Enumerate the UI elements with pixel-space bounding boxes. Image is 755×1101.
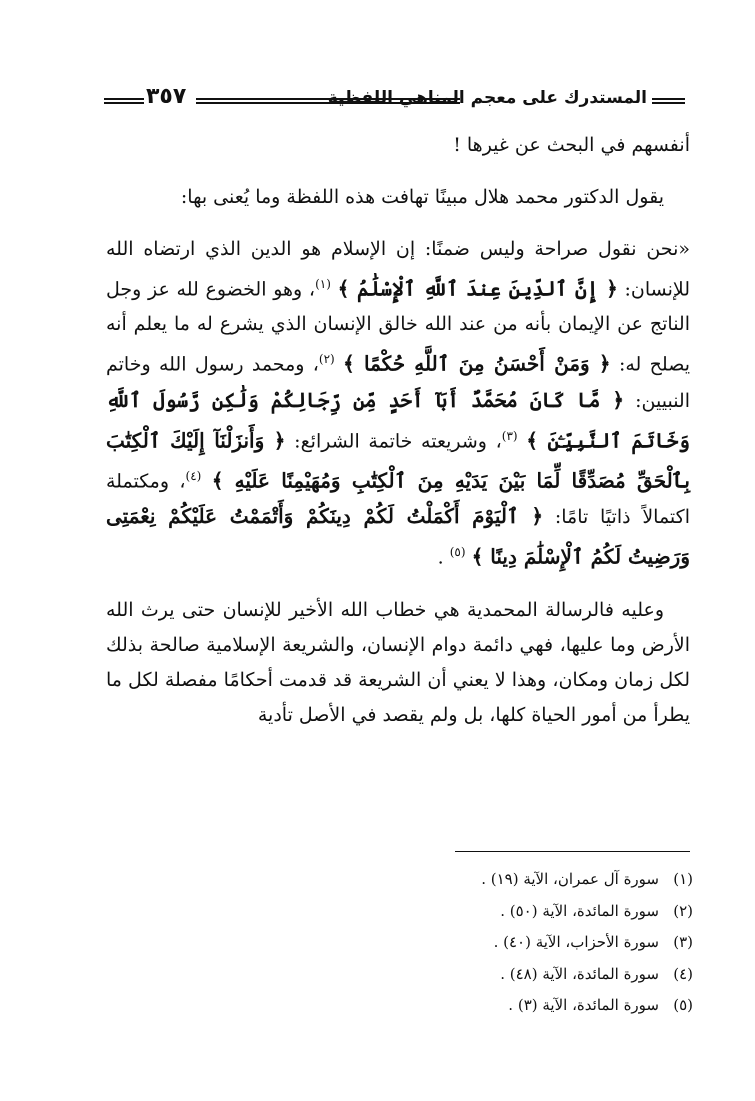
page-number: ٣٥٧ — [146, 84, 187, 109]
quote-text: «نحن نقول صراحة وليس ضمنًا: إن الإسلام هو الدين الذي ارتضاه الله للإنسان: — [106, 238, 691, 301]
footnote-number: (٥) — [673, 996, 693, 1014]
quoted-paragraph — [106, 232, 690, 576]
quran-verse: ﴿ إِنَّ ٱلدِّينَ عِندَ ٱللَّهِ ٱلْإِسْلَٰمُ ﴾ — [337, 276, 618, 301]
quote-text: ، ومكتملة اكتمالاً ذاتيًا تامًا: — [106, 470, 690, 529]
quran-verse: ﴿ ٱلْيَوْمَ أَكْمَلْتُ لَكُمْ دِينَكُمْ وَأَتْمَمْتُ عَلَيْكُمْ نِعْمَتِى وَرَضِيتُ لَكُمُ ٱلْإِسْلَٰمَ دِينًا ﴾ — [106, 504, 690, 569]
footnote-ref: (٤) — [185, 468, 202, 483]
footnote-ref: (٢) — [318, 352, 335, 367]
quote-text: . — [437, 546, 450, 569]
quran-verse: ﴿ وَمَنْ أَحْسَنُ مِنَ ٱللَّهِ حُكْمًا ﴾ — [343, 351, 611, 376]
header-title: المستدرك على معجم المناهي اللفظية — [327, 88, 647, 108]
footnote-ref: (٥) — [449, 545, 466, 560]
footnote-text: سورة المائدة، الآية (٥٠) . — [500, 901, 659, 920]
footnote — [293, 927, 693, 959]
footnote-number: (٤) — [673, 964, 693, 983]
footnote-number: (١) — [673, 870, 693, 888]
paragraph: وعليه فالرسالة المحمدية هي خطاب الله الأخير للإنسان حتى يرث الله الأرض وما عليها، فهي دائمة دوام الإنسان، والشريعة الإسلامية صالحة بذلك لكل زمان ومكان، وهذا لا يعني أن الشريعة قد قدمت أحكامًا مفصلة لكل ما يطرأ من أمور الحياة كلها، بل ولم يقصد في الأصل تأدية — [106, 598, 690, 726]
header-rule-right — [652, 98, 685, 104]
footnote-text: سورة آل عمران، الآية (١٩) . — [481, 870, 659, 888]
quran-verse: ﴿ وَأَنزَلْنَآ إِلَيْكَ ٱلْكِتَٰبَ بِٱلْحَقِّ مُصَدِّقًا لِّمَا بَيْنَ يَدَيْهِ مِنَ ٱلْكِتَٰبِ وَمُهَيْمِنًا عَلَيْهِ ﴾ — [106, 427, 690, 493]
paragraph: يقول الدكتور محمد هلال مبينًا تهافت هذه اللفظة وما يُعنى بها: — [180, 186, 664, 208]
footnote-number: (٢) — [673, 901, 693, 920]
footnote — [293, 990, 693, 1022]
footnote — [293, 896, 693, 928]
footnote-number: (٣) — [673, 933, 693, 951]
quran-verse: ﴿ مَّا كَانَ مُحَمَّدٌ أَبَآ أَحَدٍ مِّن رِّجَالِكُمْ وَلَٰكِن رَّسُولَ ٱللَّهِ وَخَاتَمَ ٱلنَّبِيِّـۧنَ ﴾ — [106, 387, 691, 452]
quote-text: ، ومحمد رسول الله وخاتم النبيين: — [106, 353, 691, 412]
footnote-text: سورة الأحزاب، الآية (٤٠) . — [493, 933, 659, 951]
footnote — [293, 959, 693, 991]
footnotes — [293, 864, 693, 1022]
footnote — [293, 864, 693, 896]
main-text — [106, 128, 690, 733]
header-rule-middle — [196, 98, 460, 104]
quote-text: ، وشريعته خاتمة الشرائع: — [285, 429, 502, 452]
footnote-separator — [455, 851, 690, 852]
footnote-text: سورة المائدة، الآية (٣) . — [508, 996, 659, 1014]
paragraph: أنفسهم في البحث عن غيرها ! — [453, 134, 690, 156]
footnote-text: سورة المائدة، الآية (٤٨) . — [500, 964, 659, 983]
quote-text: ، وهو الخضوع لله عز وجل الناتج عن الإيمان بأنه من عند الله خالق الإنسان الذي يشرع له ما يعلم أنه يصلح له: — [106, 278, 690, 376]
header-rule-left — [104, 98, 144, 104]
footnote-ref: (١) — [315, 277, 331, 291]
footnote-ref: (٣) — [501, 428, 518, 443]
